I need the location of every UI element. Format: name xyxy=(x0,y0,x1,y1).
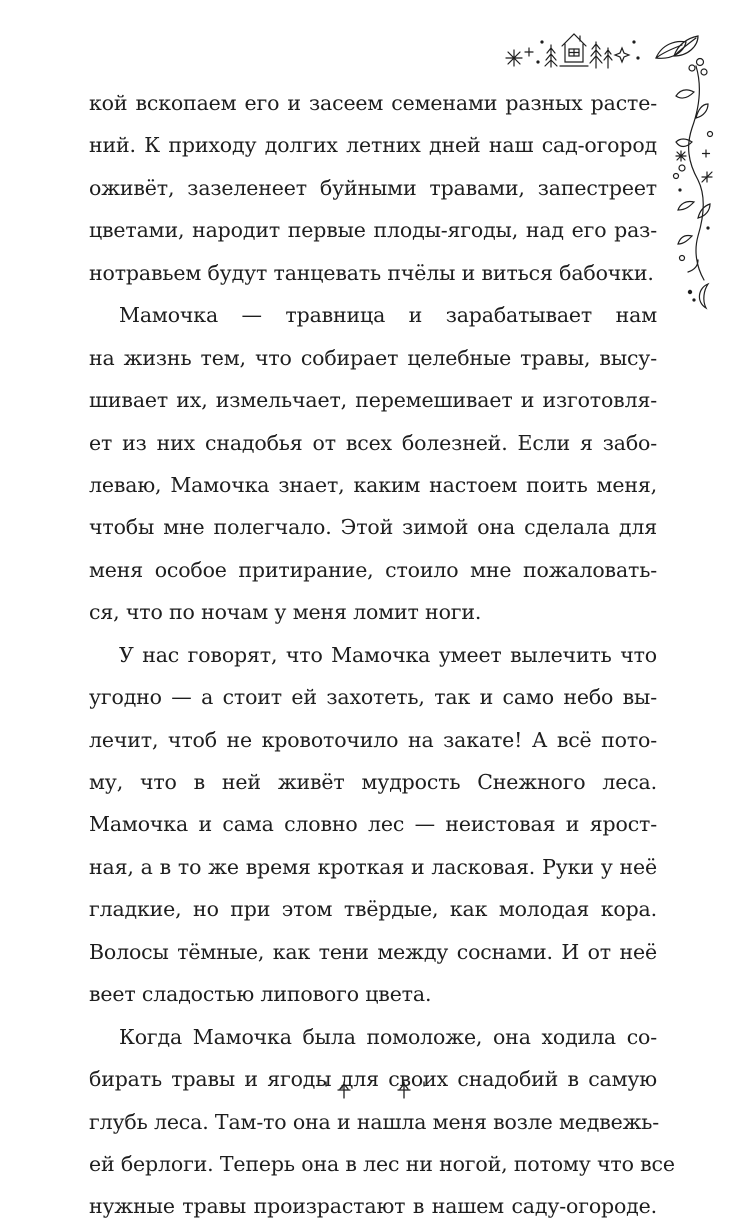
text-line: нотравьем будут танцевать пчёлы и виться бабочки. xyxy=(89,260,654,285)
text-line: Волосы тёмные, как тени между соснами. И от неё xyxy=(89,939,657,964)
pine-tree-icon xyxy=(590,42,612,68)
tree-pair-ornament xyxy=(318,1076,430,1104)
house-icon xyxy=(560,34,588,66)
text-line: шивает их, измельчает, перемешивает и изготовля- xyxy=(89,388,657,413)
pine-tree-icon xyxy=(398,1082,410,1098)
text-line: Мамочка — травница и зарабатывает нам xyxy=(119,303,657,328)
text-line: веет сладостью липового цвета. xyxy=(89,982,432,1007)
snowflake-icon xyxy=(676,150,710,229)
text-line: ет из них снадобья от всех болезней. Если я забо- xyxy=(89,430,657,455)
text-line: му, что в ней живёт мудрость Снежного леса. xyxy=(89,770,657,794)
snowflake-icon xyxy=(506,50,522,66)
text-line: нужные травы произрастают в нашем саду-огороде. xyxy=(89,1194,657,1219)
vine-branch-icon xyxy=(674,66,713,280)
text-line: цветами, народит первые плоды-ягоды, над его раз- xyxy=(89,218,657,243)
spruce-tree-icon xyxy=(545,45,557,67)
text-line: У нас говорят, что Мамочка умеет вылечить что xyxy=(119,642,657,667)
pine-tree-icon xyxy=(338,1082,350,1098)
text-line: ся, что по ночам у меня ломит ноги. xyxy=(89,600,482,625)
text-line: Когда Мамочка была помоложе, она ходила со- xyxy=(119,1024,657,1049)
text-line: ная, а в то же время кроткая и ласковая. Руки у неё xyxy=(89,854,657,879)
holly-leaves-icon xyxy=(656,36,707,75)
sparkle-icon xyxy=(525,41,543,63)
text-line: лечит, чтоб не кровоточило на закате! А всё пото- xyxy=(89,727,657,752)
text-line: гладкие, но при этом твёрдые, как молодая кора. xyxy=(89,897,657,922)
star-icon xyxy=(615,41,639,62)
text-line: меня особое притирание, стоило мне пожаловать- xyxy=(89,557,657,582)
text-line: оживёт, зазеленеет буйными травами, запестреет xyxy=(89,175,657,200)
text-line: глубь леса. Там-то она и нашла меня возле медвежь- xyxy=(89,1109,660,1134)
text-line: чтобы мне полегчало. Этой зимой она сделала для xyxy=(89,515,657,540)
text-line: кой вскопаем его и засеем семенами разных расте- xyxy=(89,91,657,115)
text-line: леваю, Мамочка знает, каким настоем поить меня, xyxy=(89,472,657,497)
text-line: Мамочка и сама словно лес — неистовая и ярост- xyxy=(89,812,657,837)
crescent-moon-icon xyxy=(688,284,708,308)
text-line: ей берлоги. Теперь она в лес ни ногой, потому что все xyxy=(89,1151,675,1176)
text-line: ний. К приходу долгих летних дней наш сад-огород xyxy=(89,133,657,158)
text-line: на жизнь тем, что собирает целебные травы, высу- xyxy=(89,345,657,370)
text-line: бирать травы и ягоды для своих снадобий в самую xyxy=(89,1067,657,1092)
text-line: угодно — а стоит ей захотеть, так и само небо вы- xyxy=(89,685,657,710)
body-text xyxy=(89,82,675,1228)
